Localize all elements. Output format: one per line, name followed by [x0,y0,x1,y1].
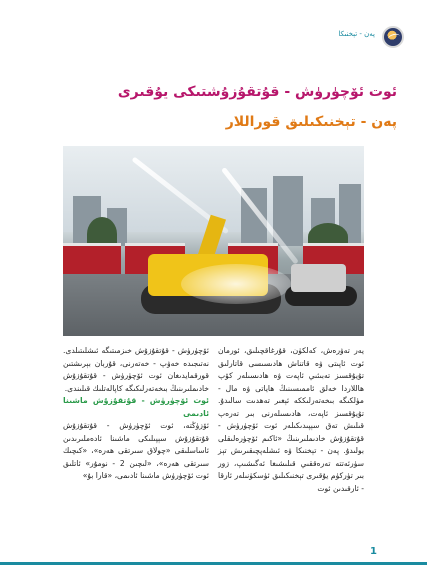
subheading: ئوت ئۆچۈرۈش - قۇتقۇزۇش ماشىنا ئادىمى [63,396,209,418]
paragraph: يەر تەۋرەش، كەلكۈن، قۇرغاقچىلىق، ئورمان ئوت ئاپىتى ۋە قاتناش ھادىسىسى قاتارلىق تۇيۇقسىز تەبىئىي ئاپەت ۋە ھادىسىلەر كۆپ ھاللاردا خەلق ئاممىسىنىڭ ھاياتى ۋە مال - مۈلكىگە بىخەتەرلىككە ئېغىر تەھدىت سالىدۇ. تۇيۇقسىز ئاپەت، ھادىسىلەرنى بىر تەرەپ قىلىش تەق سېپىدىكىلەر ئوت ئۆچۈرۈش - قۇتقۇزۇش خادىملىرىنىڭ «ئاكىم ئۆچۈرەلىقلى بولىدۇ. پەن - تېخنىكا ۋە ئىشلەپچىقىرىش تېز سۈرئەتتە تەرەققىي قىلىشىغا ئەگىشىپ، زور بىر تۈركۈم يۇقىرى تېخنىكىلىق ئۈسكۈنىلەر ئارقا - ئارقىدىن ئوت [218,346,364,493]
small-rescue-robot [291,264,346,292]
paragraph: ئۆچۈرۈش - قۇتقۇزۇش خىزمىتىگە ئىشلىتىلدى. نەتىجىدە خەۋپ - خەتەرنى، قۇربان بېرىشتىن قورقمايدىغان ئوت ئۆچۈرۈش - قۇتقۇزۇش خادىملىرىنىڭ بىخەتەرلىكىگە كاپالەتلىك قىلىندى. [63,346,209,393]
paragraph: ئۆزۈڭتە، ئوت ئۆچۈرۈش - قۇتقۇزۇش قۇتقۇزۇش سېپىلىكى ماشىنا ئادەملىرىدىن ئاساسلىقى «چولاق سىرتقى ھەرە»، «كىچىك سىرتقى ھەرە»، «لىچىن 2 - نومۇر» ئاتلىق ئوت ئۆچۈرۈش ماشىنا ئادىمى، «قارا بۇ» [63,421,209,480]
water-mist [181,264,291,304]
text-column-left [63,345,209,483]
section-label: پەن - تېخنىكا [338,30,375,38]
footer-rule [0,562,427,565]
article-title-line-2: پەن - تېخنىكىلىق قوراللار [225,114,397,130]
text-column-right [218,345,364,495]
article-title-line-1: ئوت ئۆچۈرۈش - قۇتقۇزۇشتىكى يۇقىرى [117,84,397,100]
fire-truck [63,243,121,274]
magazine-logo-icon [382,26,404,48]
fire-rescue-robot-photo [63,146,364,336]
page-number: 1 [370,546,377,557]
